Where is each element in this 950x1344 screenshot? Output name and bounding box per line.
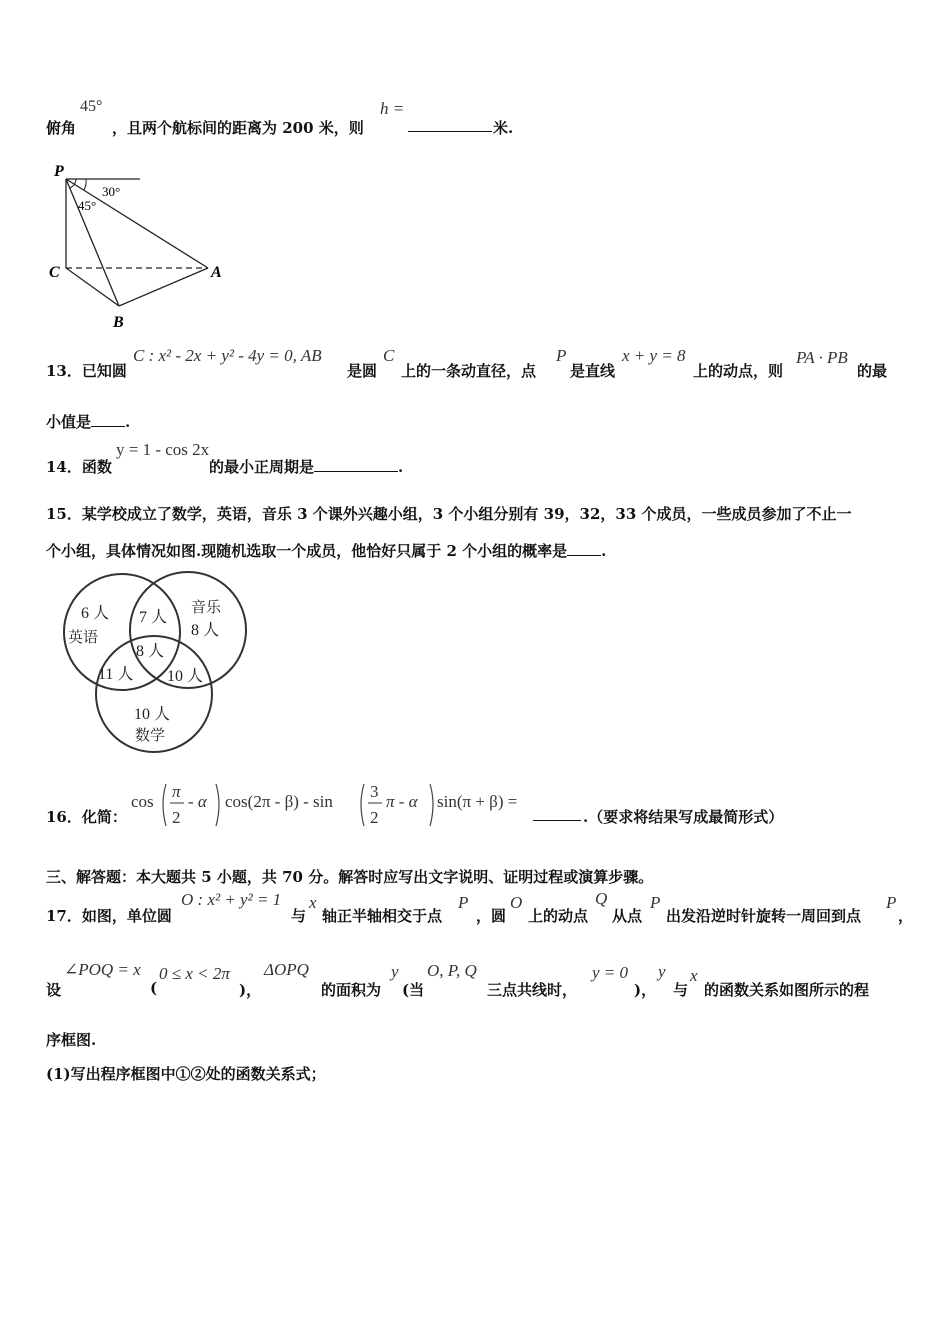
label-45: 45°: [78, 198, 97, 213]
q12-suffix: 米.: [493, 119, 514, 137]
q17-t2: 轴正半轴相交于点: [322, 907, 443, 925]
q16-mid: cos(2π - β) - sin: [225, 792, 333, 811]
q12-figure: [40, 155, 240, 335]
q13-t5: 的最: [857, 362, 888, 380]
q17-range-open: (: [150, 979, 158, 997]
q17-t5: 从点: [612, 907, 643, 925]
q15-line1: 15．某学校成立了数学，英语，音乐 3 个课外兴趣小组，3 个小组分别有 39，32，33 个成员，一些成员参加了不止一: [46, 505, 852, 523]
q17-tri: ΔOPQ: [264, 960, 309, 979]
q12-answer-blank: [408, 117, 492, 136]
q12-middle: ，且两个航标间的距离为 200 米，则: [112, 119, 364, 137]
q17-line3: 序框图.: [46, 1031, 97, 1049]
venn-math-only: 10 人: [134, 706, 171, 723]
q13-c: C: [383, 346, 395, 365]
venn-music-only: 8 人: [191, 622, 220, 639]
q17-p2: P: [650, 893, 661, 912]
q17-angle: ∠POQ = x: [64, 960, 141, 979]
venn-eng-music: 7 人: [139, 609, 168, 626]
q17-t8: 的面积为: [321, 981, 382, 999]
q16-note: .（要求将结果写成最简形式）: [583, 808, 784, 826]
segment-ba: [119, 268, 208, 306]
q17-p3: P: [886, 893, 897, 912]
q13-t2: 上的一条动直径，点: [401, 362, 537, 380]
venn-music-label: 音乐: [191, 600, 222, 616]
venn-eng-math: 11 人: [98, 666, 134, 683]
q17-x2: x: [690, 966, 698, 985]
venn-all-three: 8 人: [136, 643, 165, 660]
label-30: 30°: [102, 184, 121, 199]
q14-t1: 的最小正周期是 .: [209, 458, 404, 476]
q17-part1: (1)写出程序框图中①②处的函数关系式；: [46, 1065, 326, 1083]
label-c: C: [49, 264, 60, 281]
q16-cos1: cos: [131, 792, 154, 811]
q17-range-close: )，: [239, 981, 262, 999]
q13-dot: PA · PB: [796, 348, 848, 367]
q14-func: y = 1 - cos 2x: [116, 440, 210, 459]
section3-title: 三、解答题：本大题共 5 小题，共 70 分。解答时应写出文字说明、证明过程或演算步骤。: [46, 868, 654, 886]
q16-pi-minus-alpha: π - α: [386, 792, 418, 811]
q12-angle: 45°: [80, 98, 103, 115]
q17-y0: y = 0: [592, 963, 629, 982]
venn-music-math: 10 人: [167, 668, 204, 685]
q13-t4: 上的动点，则: [693, 362, 784, 380]
q17-set: 设: [46, 981, 62, 999]
q17-t10: 三点共线时，: [487, 981, 578, 999]
label-b: B: [113, 314, 124, 331]
venn-english-label: 英语: [68, 630, 99, 646]
q13-circle-eq: C : x² - 2x + y² - 4y = 0, AB: [133, 346, 322, 365]
q16-expression: [128, 776, 538, 832]
q17-x: x: [309, 893, 317, 912]
q16-two: 2: [172, 808, 181, 827]
q15-venn-diagram: [50, 568, 260, 758]
q17-opq: O, P, Q: [427, 961, 477, 980]
q17-o: O: [510, 893, 523, 912]
q17-t7: ，: [898, 907, 914, 925]
q13-p: P: [556, 346, 567, 365]
q17-t1: 与: [291, 907, 307, 925]
q13-line2: 小值是 .: [46, 413, 131, 431]
paren-left-1: [163, 784, 166, 826]
q17-t12: 与: [673, 981, 689, 999]
q17-t6: 出发沿逆时针旋转一周回到点: [666, 907, 862, 925]
q16-minus-alpha: - α: [188, 792, 207, 811]
q17-t4: 上的动点: [528, 907, 589, 925]
q15-line2: 个小组，具体情况如图.现随机选取一个成员，他恰好只属于 2 个小组的概率是 .: [46, 542, 607, 560]
q16-two-2: 2: [370, 808, 379, 827]
q13-num: 13．已知圆: [46, 362, 127, 380]
q14-num: 14．函数: [46, 458, 112, 476]
q17-q: Q: [595, 889, 608, 908]
q12-prefix: 俯角: [46, 119, 77, 137]
venn-english-only: 6 人: [81, 605, 110, 622]
q17-circle: O : x² + y² = 1: [181, 890, 282, 909]
q17-t11: )，: [634, 981, 657, 999]
segment-pa: [66, 179, 208, 268]
q13-t1: 是圆: [347, 362, 378, 380]
q16-answer-blank: [533, 806, 581, 825]
q17-t3: ，圆: [476, 907, 507, 925]
q12-var: h =: [380, 99, 405, 118]
label-a: A: [211, 264, 222, 281]
q16-tail: sin(π + β) =: [437, 792, 518, 811]
q13-t3: 是直线: [570, 362, 616, 380]
paren-right-2: [430, 784, 433, 826]
q16-three: 3: [370, 782, 379, 801]
arc-30: [84, 179, 86, 190]
q17-range: 0 ≤ x < 2π: [159, 964, 230, 983]
q17-y: y: [391, 962, 399, 981]
venn-math-label: 数学: [135, 728, 166, 744]
q16-pi1: π: [172, 782, 181, 801]
q17-num: 17．如图，单位圆: [46, 907, 172, 925]
q17-p: P: [458, 893, 469, 912]
q17-t13: 的函数关系如图所示的程: [704, 981, 870, 999]
paren-right-1: [216, 784, 219, 826]
label-p: P: [54, 163, 64, 180]
q17-y2: y: [658, 962, 666, 981]
q13-line: x + y = 8: [622, 346, 686, 365]
paren-left-2: [361, 784, 364, 826]
q17-t9: (当: [402, 981, 425, 999]
q16-num: 16．化简：: [46, 808, 127, 826]
